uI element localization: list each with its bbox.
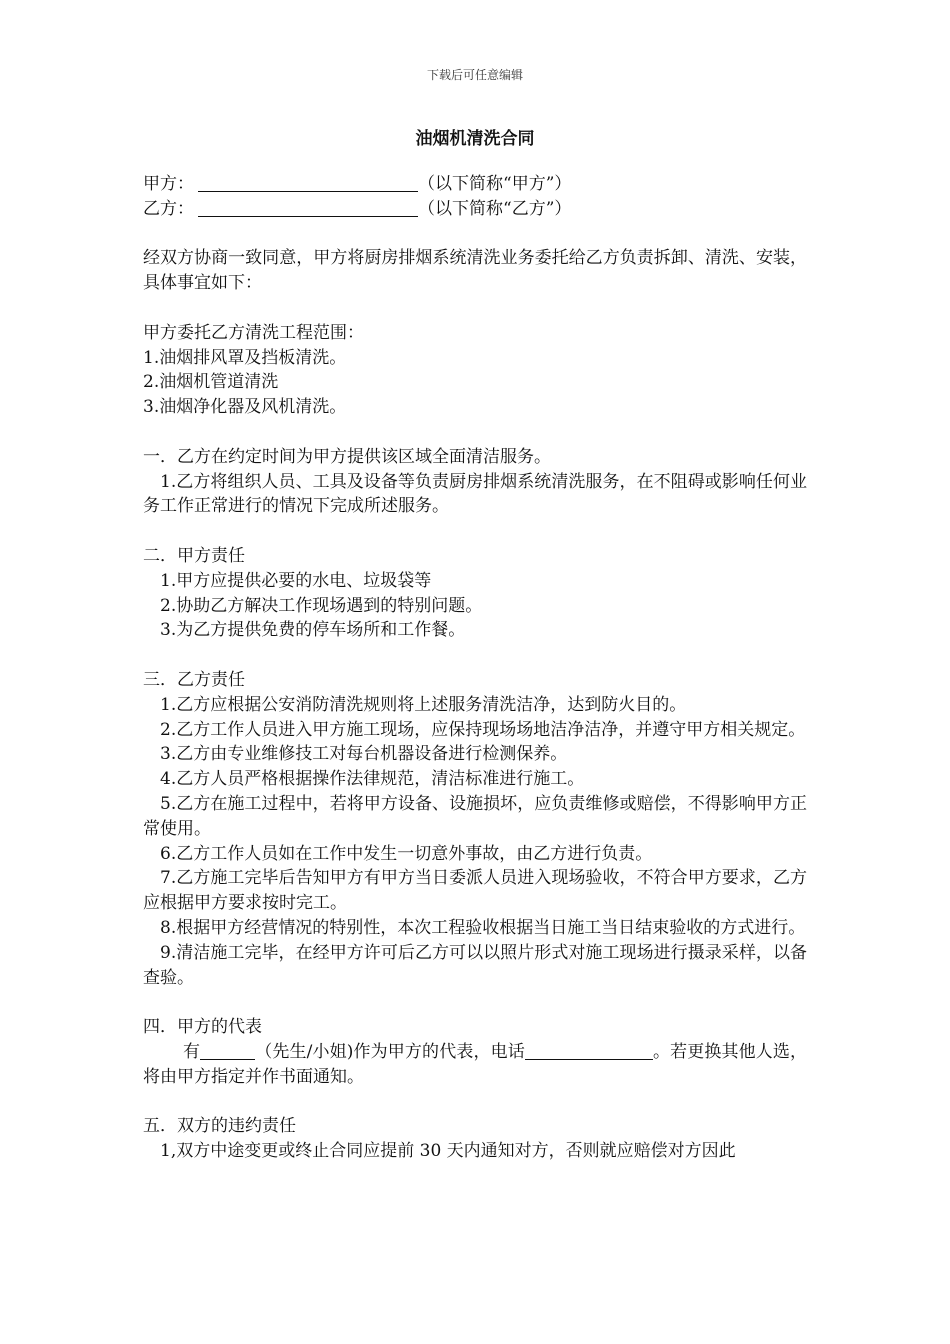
section-3-item: 1.乙方应根据公安消防清洗规则将上述服务清洗洁净，达到防火目的。 (160, 694, 687, 715)
section-3-item: 5.乙方在施工过程中，若将甲方设备、设施损坏，应负责维修或赔偿，不得影响甲方正常使用。 (143, 793, 807, 839)
section-3-item: 8.根据甲方经营情况的特别性，本次工程验收根据当日施工当日结束验收的方式进行。 (160, 917, 806, 938)
scope-item: 1.油烟排风罩及挡板清洗。 (143, 347, 347, 368)
section-2-heading: 二．甲方责任 (143, 545, 245, 566)
section-4-text-b: （先生/小姐)作为甲方的代表，电话 (255, 1041, 525, 1062)
section-3-item: 7.乙方施工完毕后告知甲方有甲方当日委派人员进入现场验收，不符合甲方要求，乙方应根据甲方要求按时完工。 (143, 868, 807, 914)
section-3-item: 6.乙方工作人员如在工作中发生一切意外事故，由乙方进行负责。 (160, 843, 653, 864)
section-1-item: 1.乙方将组织人员、工具及设备等负责厨房排烟系统清洗服务，在不阻碍或影响任何业务工作正常进行的情况下完成所述服务。 (143, 471, 807, 517)
party-a-label: 甲方： (143, 174, 194, 194)
party-a-suffix: （以下简称“甲方”） (418, 174, 572, 194)
section-1-heading: 一．乙方在约定时间为甲方提供该区域全面清洁服务。 (143, 446, 551, 467)
section-2-item: 1.甲方应提供必要的水电、垃圾袋等 (160, 570, 432, 591)
scope-heading: 甲方委托乙方清洗工程范围： (143, 322, 364, 343)
section-3-item: 4.乙方人员严格根据操作法律规范，清洁标准进行施工。 (160, 769, 585, 790)
party-a-blank[interactable] (198, 174, 418, 192)
scope-item: 3.油烟净化器及风机清洗。 (143, 397, 347, 418)
scope-item: 2.油烟机管道清洗 (143, 372, 279, 393)
section-4-paragraph (143, 1040, 807, 1090)
contract-body (143, 172, 807, 1164)
section-2-item: 3.为乙方提供免费的停车场所和工作餐。 (160, 620, 466, 641)
document-title: 油烟机清洗合同 (415, 129, 535, 149)
header-note: 下载后可任意编辑 (426, 68, 523, 82)
intro-paragraph: 经双方协商一致同意，甲方将厨房排烟系统清洗业务委托给乙方负责拆卸、清洗、安装，具体事宜如下： (143, 248, 807, 294)
representative-phone-blank[interactable] (525, 1042, 653, 1060)
section-3-item: 9.清洁施工完毕，在经甲方许可后乙方可以以照片形式对施工现场进行摄录采样，以备查验。 (143, 942, 807, 988)
representative-name-blank[interactable] (200, 1042, 255, 1060)
party-b-line (143, 197, 807, 222)
section-4-text-a: 有 (183, 1041, 201, 1062)
section-4-heading: 四．甲方的代表 (143, 1017, 262, 1038)
party-b-label: 乙方： (143, 198, 194, 219)
section-5-item: 1,双方中途变更或终止合同应提前 30 天内通知对方，否则就应赔偿对方因此 (160, 1141, 736, 1162)
section-3-item: 3.乙方由专业维修技工对每台机器设备进行检测保养。 (160, 744, 568, 765)
party-b-blank[interactable] (198, 199, 418, 217)
section-5-heading: 五．双方的违约责任 (143, 1116, 296, 1137)
section-4-text-c: 。若更换其他人选，将由甲方指定并作书面通知。 (143, 1041, 808, 1087)
section-3-item: 2.乙方工作人员进入甲方施工现场，应保持现场场地洁净洁净，并遵守甲方相关规定。 (160, 719, 806, 740)
party-b-suffix: （以下简称“乙方”） (418, 198, 572, 219)
section-2-item: 2.协助乙方解决工作现场遇到的特别问题。 (160, 595, 483, 616)
section-3-heading: 三．乙方责任 (143, 669, 245, 690)
party-a-line (143, 172, 807, 197)
